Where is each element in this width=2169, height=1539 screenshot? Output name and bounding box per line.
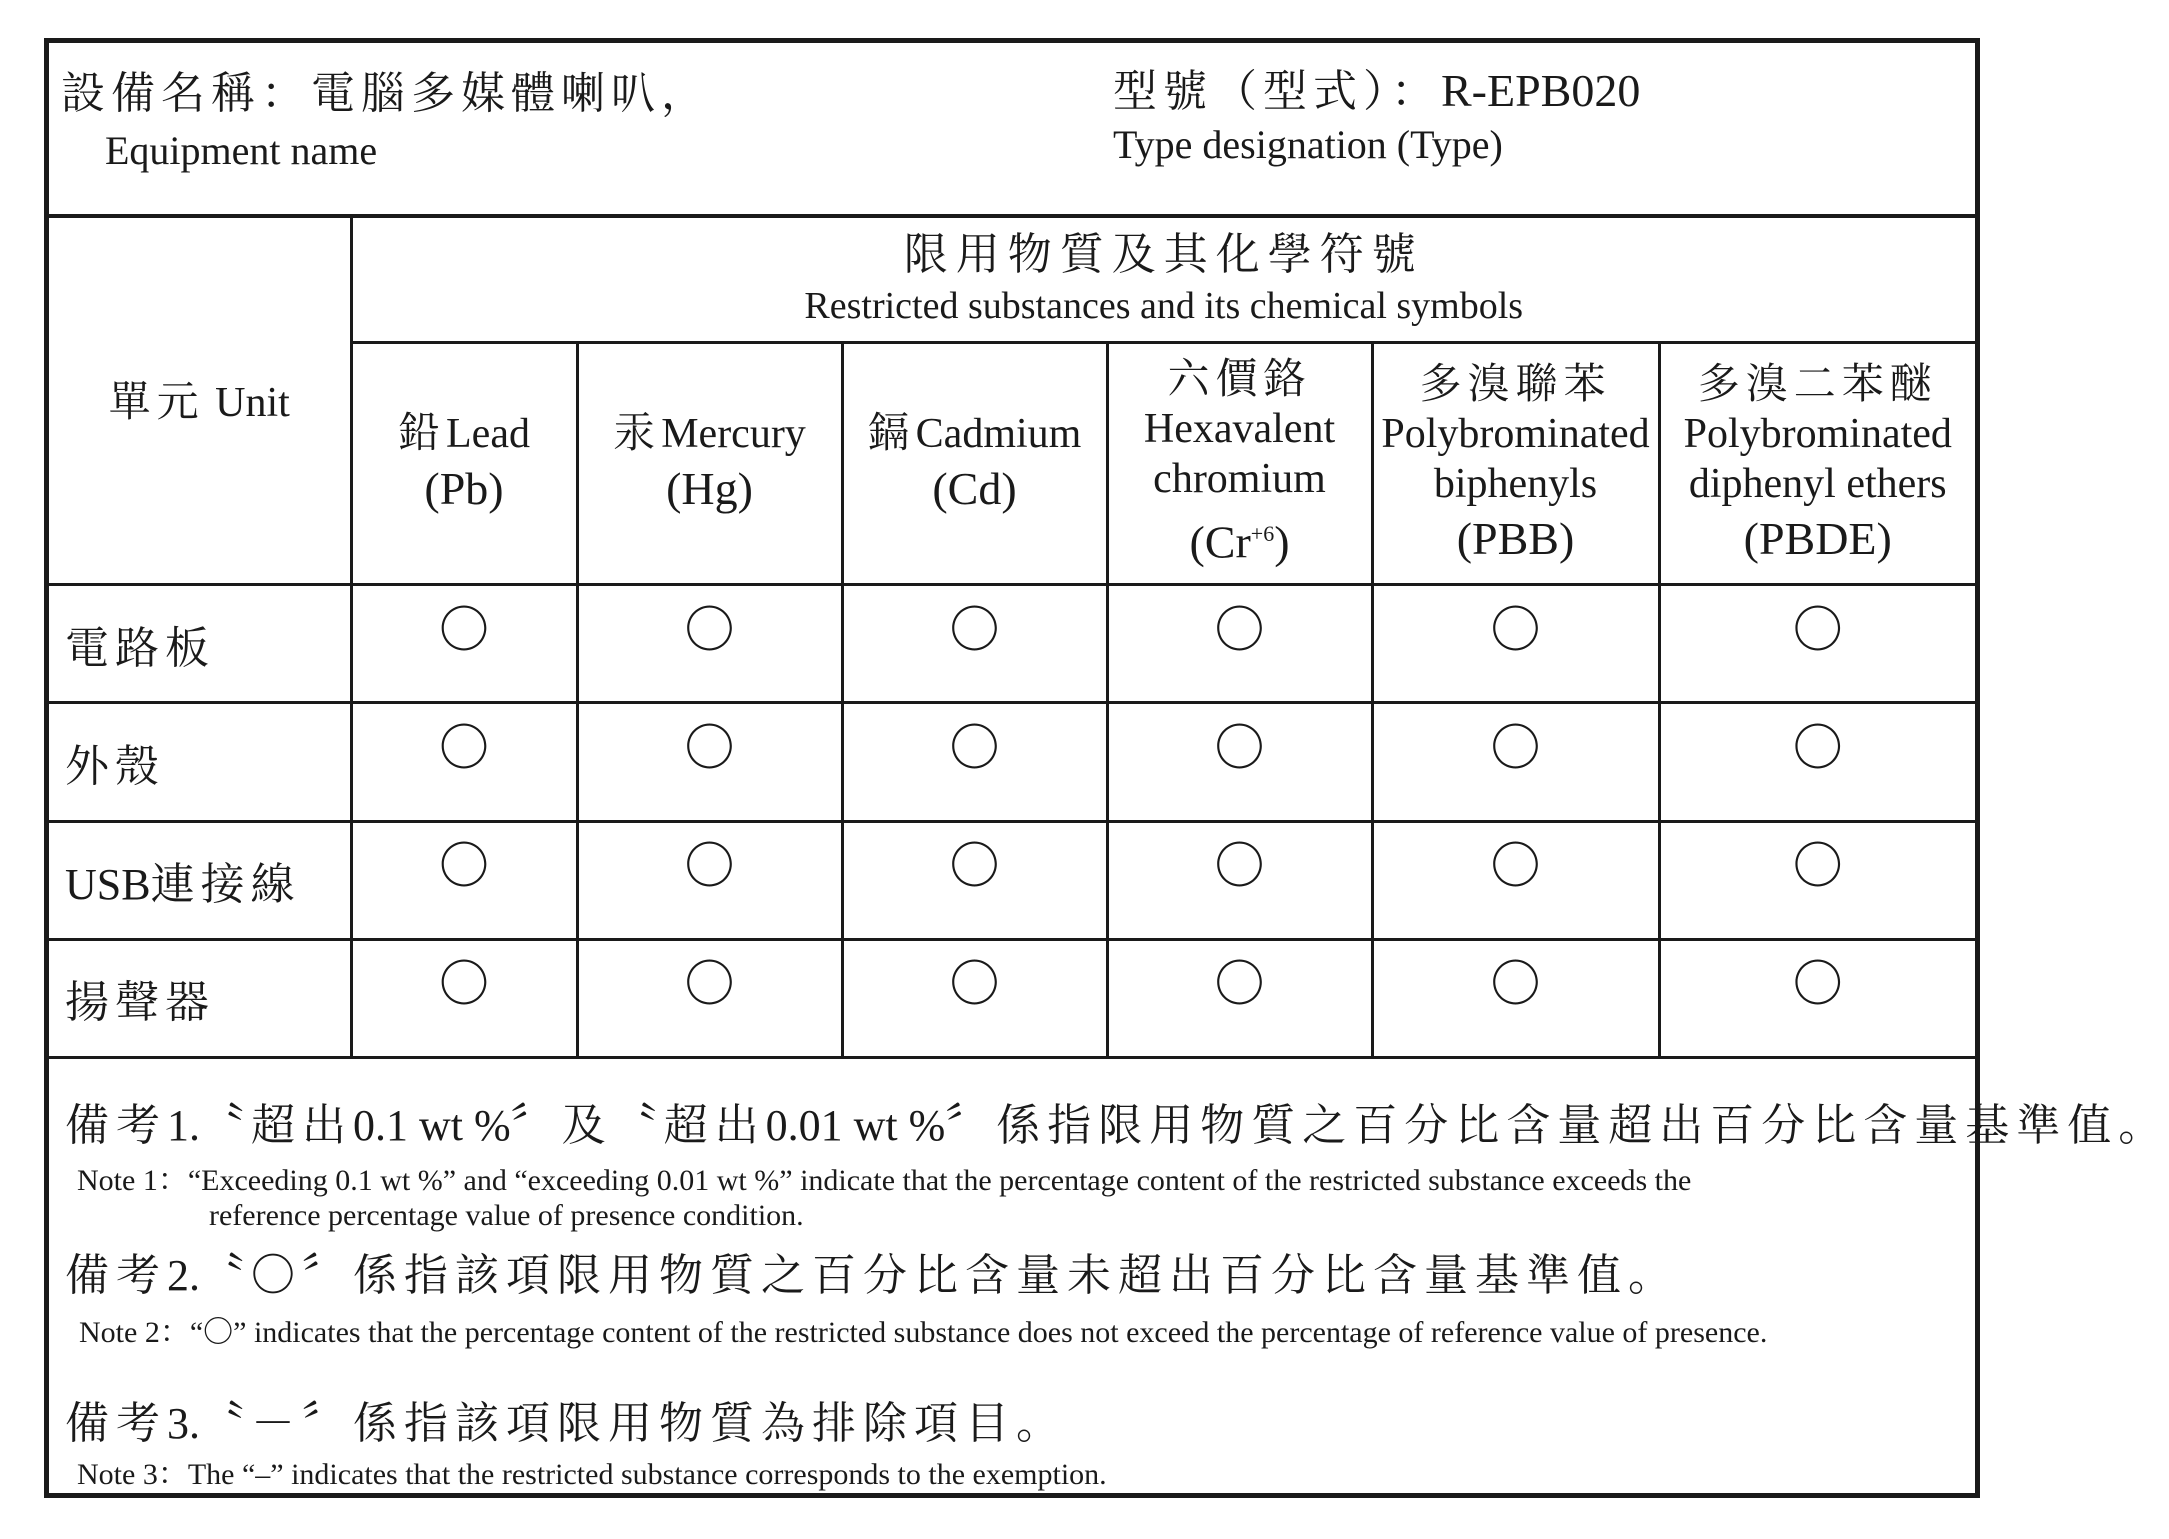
compliant-mark-icon: 〇 (1792, 955, 1843, 1014)
presence-cell (1107, 585, 1372, 703)
substance-symbol: (Pb) (424, 463, 504, 515)
presence-cell (1659, 939, 1975, 1057)
note-label: 備考 (65, 1398, 167, 1449)
substance-symbol: (Cd) (932, 463, 1017, 515)
presence-cell (577, 585, 842, 703)
unit-label-en: Unit (215, 379, 290, 426)
symbol-base: (Cr (1189, 516, 1251, 568)
note-label: 備考 (65, 1100, 167, 1151)
substance-header-mercury (577, 343, 842, 585)
substance-en-line2: biphenyls (1433, 460, 1598, 507)
unit-name (49, 821, 351, 939)
substance-en-line2: chromium (1153, 456, 1326, 503)
substance-symbol (1109, 504, 1371, 572)
type-designation-en: Type designation (Type) (1113, 122, 1503, 167)
note-number: 2. (167, 1251, 200, 1300)
presence-cell (1107, 703, 1372, 821)
substance-symbol: (PBDE) (1743, 512, 1892, 564)
compliant-mark-icon: 〇 (684, 600, 735, 659)
presence-cell (842, 939, 1107, 1057)
table-row (49, 939, 1975, 1057)
note-text: 〝超出 (200, 1100, 353, 1151)
substance-en: Cadmium (915, 411, 1082, 458)
note-number: 3. (167, 1399, 200, 1448)
compliant-mark-icon: 〇 (1490, 718, 1541, 777)
note-text: 〝－〞係指該項限用物質為排除項目。 (200, 1398, 1067, 1449)
note-value: 0.1 wt % (353, 1101, 511, 1150)
presence-cell (351, 821, 577, 939)
table-row (49, 585, 1975, 703)
substance-zh: 多溴二苯醚 (1697, 358, 1938, 408)
note-3-zh (65, 1387, 1067, 1451)
compliant-mark-icon: 〇 (1214, 955, 1265, 1014)
presence-cell (1659, 585, 1975, 703)
presence-cell (1372, 821, 1659, 939)
substance-header-cadmium (842, 343, 1107, 585)
note-1-en-line1: Note 1：“Exceeding 0.1 wt %” and “exceeding 0.01 wt %” indicate that the percentage content of the restricted substance exceeds the (77, 1164, 1692, 1197)
substance-en-line1: Polybrominated (1381, 410, 1650, 457)
unit-name: 外殼 (49, 703, 351, 821)
unit-suffix: 連接線 (150, 859, 301, 911)
presence-cell (842, 703, 1107, 821)
caption-en: Restricted substances and its chemical symbols (804, 284, 1524, 327)
substance-header-pbb (1372, 343, 1659, 585)
compliant-mark-icon: 〇 (439, 718, 489, 777)
substance-zh: 鉛 (398, 408, 447, 458)
unit-column-header (49, 214, 351, 585)
substance-symbol: (Hg) (666, 463, 753, 515)
substance-en-line1: Hexavalent (1143, 406, 1336, 453)
unit-label-zh: 單元 (108, 376, 205, 426)
note-text: 〝〇〞係指該項限用物質之百分比含量未超出百分比含量基準值。 (200, 1250, 1679, 1301)
substance-header-lead (351, 343, 577, 585)
substance-symbol: (PBB) (1456, 512, 1575, 564)
compliant-mark-icon: 〇 (439, 837, 489, 896)
note-3-en: Note 3：The “–” indicates that the restricted substance corresponds to the exemption. (77, 1458, 1107, 1491)
substance-zh: 六價鉻 (1167, 354, 1312, 404)
notes-section (49, 1059, 2169, 1493)
presence-cell (577, 939, 842, 1057)
table-row (49, 821, 1975, 939)
note-1-zh (65, 1089, 2169, 1153)
equipment-name-en: Equipment name (105, 128, 378, 173)
unit-name: 電路板 (49, 585, 351, 703)
presence-cell (1372, 585, 1659, 703)
unit-prefix: USB (65, 860, 151, 910)
compliant-mark-icon: 〇 (1490, 600, 1541, 659)
type-designation-zh (1113, 55, 1640, 119)
presence-cell (577, 703, 842, 821)
compliant-mark-icon: 〇 (1490, 837, 1541, 896)
compliant-mark-icon: 〇 (1214, 837, 1265, 896)
compliant-mark-icon: 〇 (684, 837, 735, 896)
presence-cell (1107, 821, 1372, 939)
compliant-mark-icon: 〇 (1490, 955, 1541, 1014)
rohs-declaration-table (44, 38, 2169, 1498)
equipment-label-zh: 設備名稱： (61, 68, 311, 119)
unit-name: 揚聲器 (49, 939, 351, 1057)
equipment-name-zh (61, 57, 711, 121)
symbol-superscript: +6 (1250, 521, 1275, 547)
note-2-zh (65, 1239, 1679, 1303)
compliant-mark-icon: 〇 (949, 955, 1000, 1014)
presence-cell (842, 585, 1107, 703)
symbol-end: ) (1274, 516, 1290, 568)
compliant-mark-icon: 〇 (439, 955, 489, 1014)
type-label-zh: 型號（型式）： (1113, 66, 1441, 117)
note-label: 備考 (65, 1250, 167, 1301)
caption-zh: 限用物質及其化學符號 (903, 228, 1424, 280)
substance-zh: 汞 (613, 408, 662, 458)
note-text: 〝超出 (612, 1100, 766, 1151)
note-2-en: Note 2：“〇” indicates that the percentage content of the restricted substance does not exceed the percentage of reference value of presence. (79, 1316, 1768, 1349)
compliant-mark-icon: 〇 (949, 718, 1000, 777)
restricted-substances-caption (351, 214, 1975, 343)
substance-table (49, 214, 1975, 1059)
compliant-mark-icon: 〇 (1792, 600, 1843, 659)
substance-zh: 鎘 (867, 408, 916, 458)
substance-zh: 多溴聯苯 (1419, 358, 1612, 408)
substance-header-pbde (1659, 343, 1975, 585)
compliant-mark-icon: 〇 (684, 718, 735, 777)
substance-en: Lead (446, 411, 530, 458)
note-1-en-line2: reference percentage value of presence condition. (209, 1199, 804, 1232)
substance-en: Mercury (661, 411, 806, 458)
substance-en-line1: Polybrominated (1683, 410, 1952, 457)
substance-en-line2: diphenyl ethers (1688, 460, 1947, 507)
equipment-header (49, 43, 1975, 218)
presence-cell (351, 939, 577, 1057)
equipment-value: 電腦多媒體喇叭， (311, 68, 711, 119)
compliant-mark-icon: 〇 (949, 837, 1000, 896)
presence-cell (1372, 939, 1659, 1057)
type-value: R-EPB020 (1441, 65, 1641, 116)
substance-header-hexavalent-chromium (1107, 343, 1372, 585)
note-number: 1. (167, 1101, 200, 1150)
presence-cell (351, 585, 577, 703)
compliant-mark-icon: 〇 (1214, 718, 1265, 777)
compliant-mark-icon: 〇 (949, 600, 1000, 659)
compliant-mark-icon: 〇 (1792, 718, 1843, 777)
presence-cell (842, 821, 1107, 939)
note-text: 〞係指限用物質之百分比含量超出百分比含量基準值。 (945, 1100, 2169, 1151)
note-value: 0.01 wt % (765, 1101, 946, 1150)
compliant-mark-icon: 〇 (1214, 600, 1265, 659)
presence-cell (351, 703, 577, 821)
presence-cell (1372, 703, 1659, 821)
compliant-mark-icon: 〇 (1792, 837, 1843, 896)
compliant-mark-icon: 〇 (684, 955, 735, 1014)
presence-cell (1107, 939, 1372, 1057)
table-row (49, 703, 1975, 821)
compliant-mark-icon: 〇 (439, 600, 489, 659)
presence-cell (577, 821, 842, 939)
presence-cell (1659, 703, 1975, 821)
presence-cell (1659, 821, 1975, 939)
note-text: 〞及 (510, 1100, 613, 1151)
